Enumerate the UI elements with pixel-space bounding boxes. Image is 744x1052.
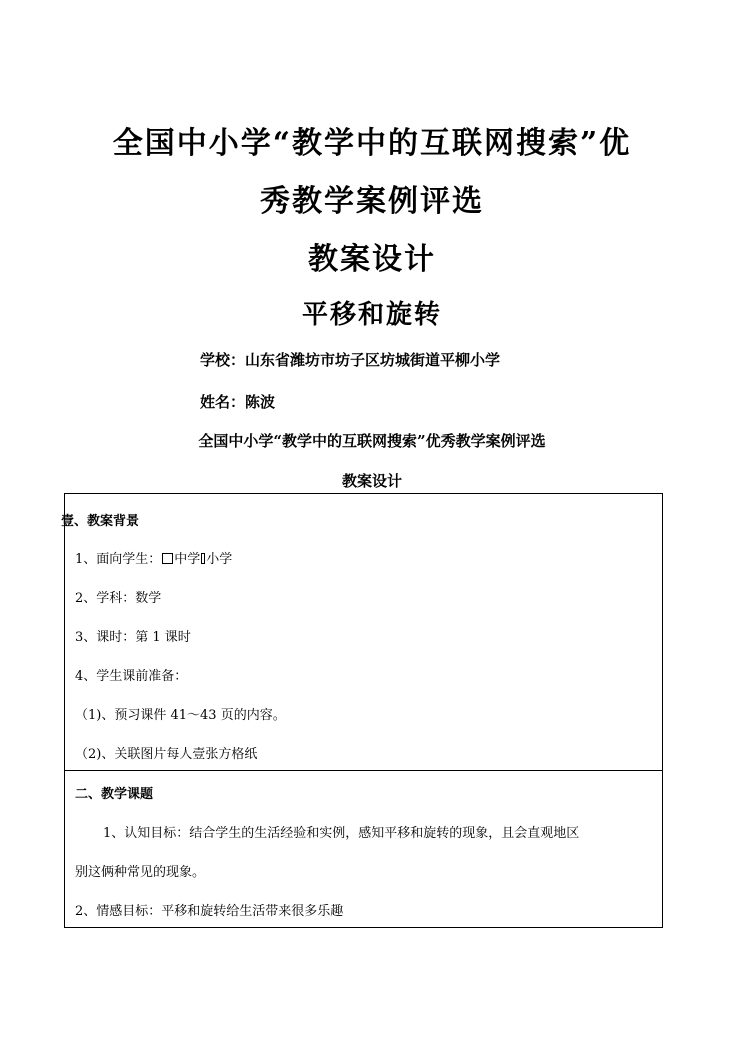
section-topic xyxy=(64,770,663,928)
class-hours-line: 3、课时：第 1 课时 xyxy=(75,630,191,645)
doc-title-line1: 全国中小学“教学中的互联网搜索”优 xyxy=(112,126,632,161)
option-middle-school: 中学 xyxy=(174,552,201,567)
checkbox-middle-school[interactable] xyxy=(162,553,173,564)
doc-title-line3: 教案设计 xyxy=(308,242,436,277)
subtitle-line1: 全国中小学“教学中的互联网搜索”优秀教学案例评选 xyxy=(198,432,546,450)
section2-heading: 二、教学课题 xyxy=(75,787,154,802)
cognitive-goal-line2: 别这俩种常见的现象。 xyxy=(75,865,206,880)
preparation-item-2: （2)、关联图片每人壹张方格纸 xyxy=(75,747,258,762)
author-line xyxy=(200,391,275,412)
lesson-title: 平移和旋转 xyxy=(301,300,442,330)
school-label: 学校： xyxy=(200,351,246,369)
preparation-item-1: （1)、预习课件 41～43 页的内容。 xyxy=(75,708,286,723)
doc-title-line2: 秀教学案例评选 xyxy=(260,184,484,219)
school-line xyxy=(200,349,500,370)
author-name: 陈波 xyxy=(245,393,276,411)
author-label: 姓名： xyxy=(200,393,246,411)
cognitive-goal-line1: 1、认知目标：结合学生的生活经验和实例，感知平移和旋转的现象，且会直观地区 xyxy=(103,826,580,841)
preparation-heading: 4、学生课前准备： xyxy=(75,669,188,684)
option-primary-school: 小学 xyxy=(206,552,233,567)
subject-line: 2、学科：数学 xyxy=(75,591,162,606)
target-students: 1、面向学生： 中学 小学 xyxy=(75,552,233,567)
school-name: 山东省潍坊市坊子区坊城街道平柳小学 xyxy=(245,351,501,369)
subtitle-line2: 教案设计 xyxy=(341,472,402,490)
emotional-goal: 2、情感目标：平移和旋转给生活带来很多乐趣 xyxy=(75,904,344,919)
section1-heading: 壹、教案背景 xyxy=(61,514,140,529)
checkbox-primary-school[interactable] xyxy=(201,553,205,564)
section-background xyxy=(61,493,663,771)
